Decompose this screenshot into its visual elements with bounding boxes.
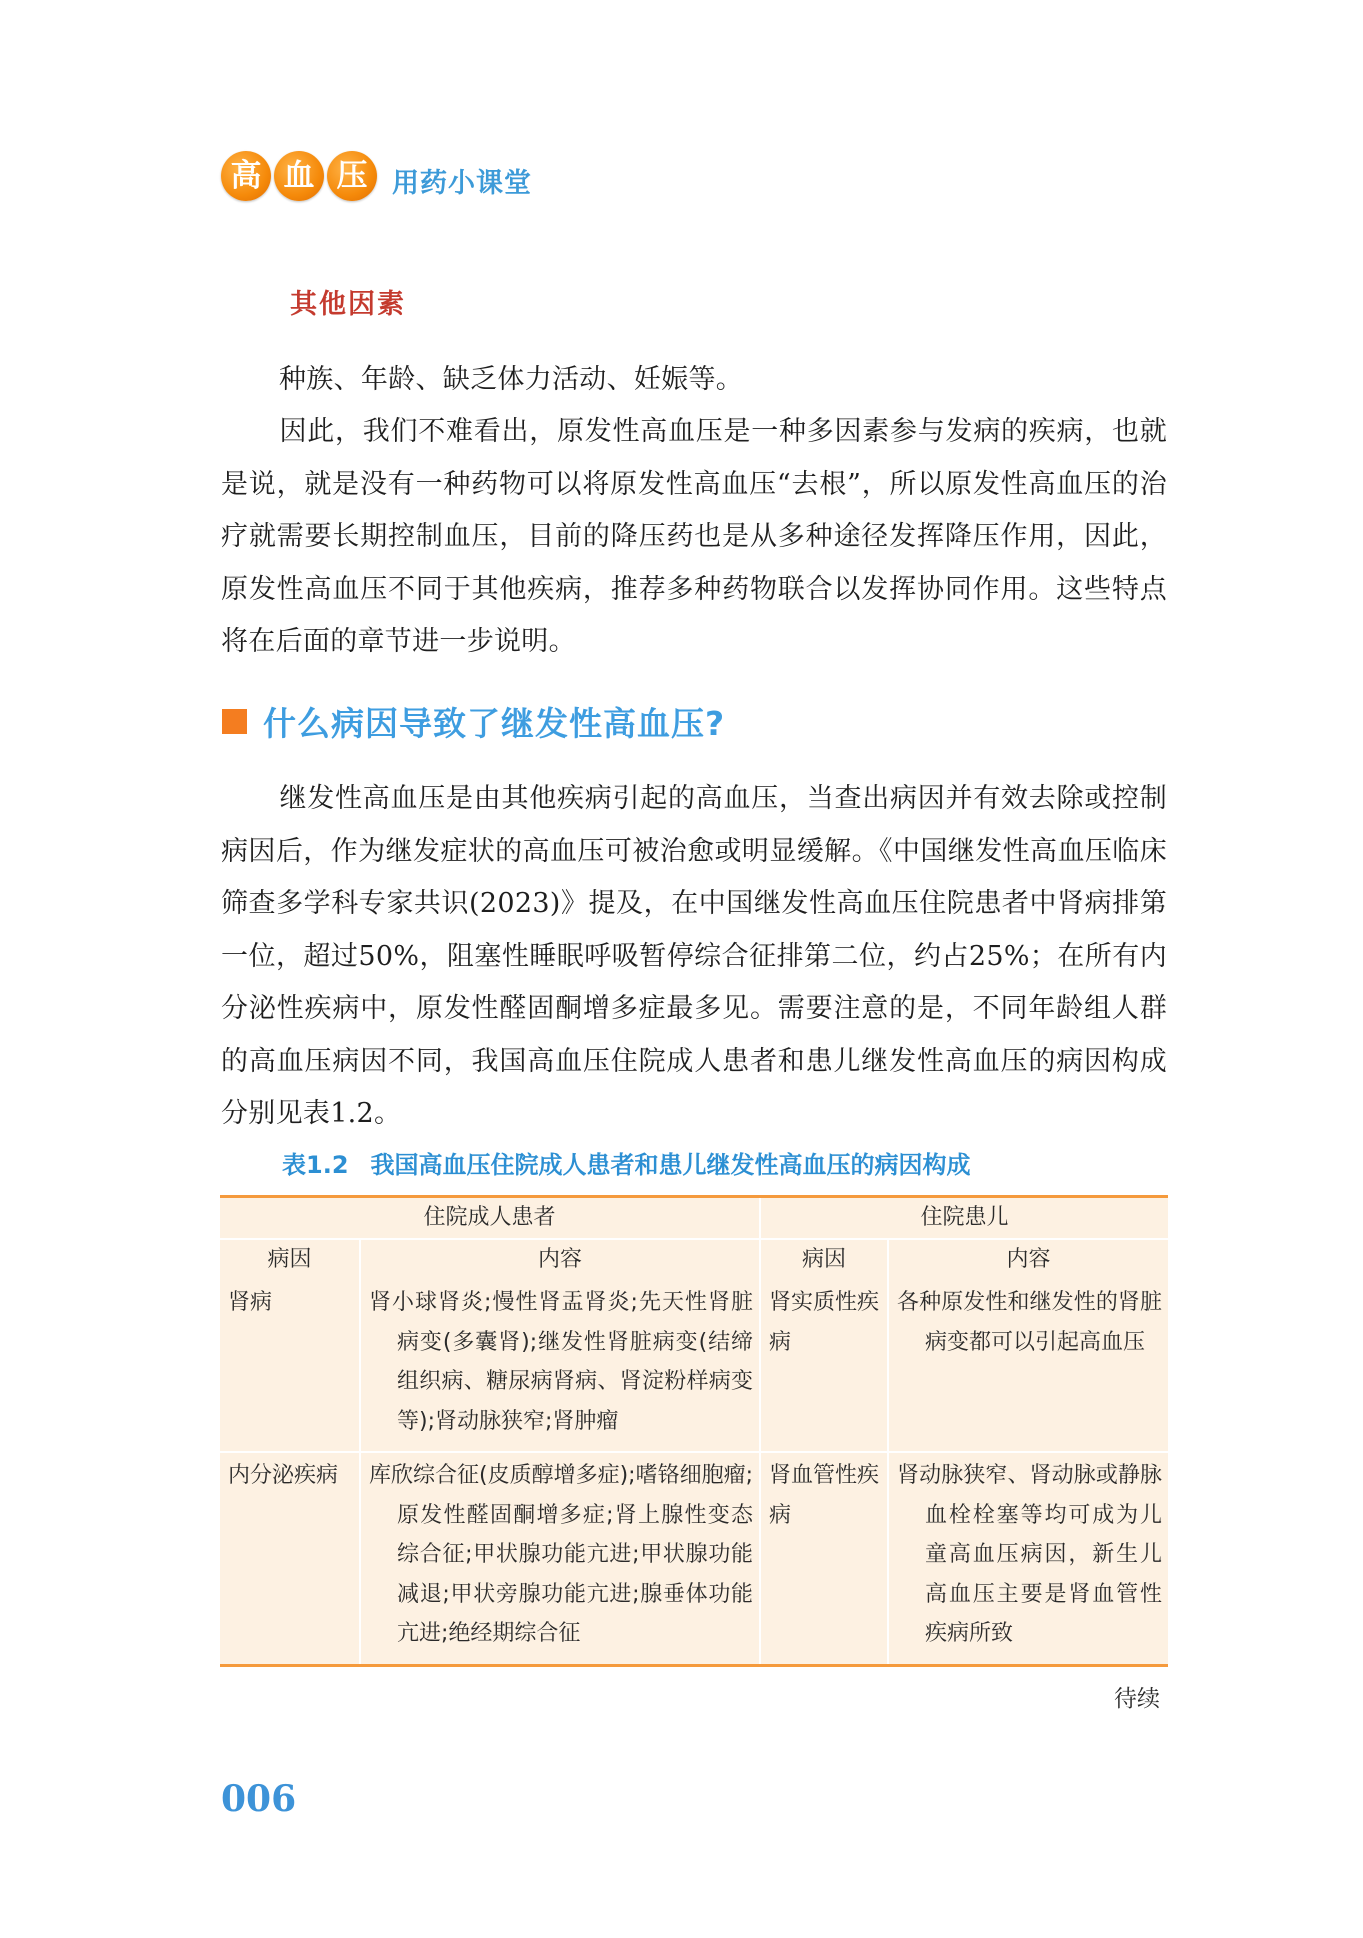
- paragraph-2: [221, 406, 1167, 669]
- subheading: 其他因素: [290, 289, 406, 320]
- table-row: [220, 1280, 1168, 1452]
- book-logo: [221, 150, 532, 202]
- child-content-cell: 肾动脉狭窄、肾动脉或静脉血栓栓塞等均可成为儿童高血压病因，新生儿高血压主要是肾血管性疾病所致: [888, 1452, 1168, 1664]
- table-caption-number: 表1.2: [282, 1151, 349, 1179]
- table-continued-note: 待续: [1114, 1686, 1160, 1712]
- group-header-child: 住院患儿: [760, 1198, 1168, 1239]
- paragraph-2-text: 因此，我们不难看出，原发性高血压是一种多因素参与发病的疾病，也就是说，就是没有一种药物可以将原发性高血压“去根”，所以原发性高血压的治疗就需要长期控制血压，目前的降压药也是从多种途径发挥降压作用，因此，原发性高血压不同于其他疾病，推荐多种药物联合以发挥协同作用。这些特点将在后面的章节进一步说明。: [221, 416, 1167, 657]
- adult-cause-cell: 肾病: [228, 1290, 273, 1315]
- adult-cause-cell: 内分泌疾病: [220, 1452, 360, 1664]
- logo-subtitle: 用药小课堂: [392, 167, 532, 199]
- col-header-child-cause: 病因: [760, 1239, 888, 1280]
- table-caption: [282, 1145, 971, 1180]
- group-header-adult: 住院成人患者: [220, 1198, 760, 1239]
- col-header-adult-content: 内容: [360, 1239, 760, 1280]
- table-row: [220, 1452, 1168, 1664]
- child-cause-cell: 肾血管性疾病: [760, 1452, 888, 1664]
- page-number: 006: [221, 1778, 297, 1820]
- adult-content-cell: 库欣综合征(皮质醇增多症);嗜铬细胞瘤;原发性醛固酮增多症;肾上腺性变态综合征;甲状腺功能亢进;甲状腺功能减退;甲状旁腺功能亢进;腺垂体功能亢进;绝经期综合征: [360, 1452, 760, 1664]
- logo-char-3: 压: [327, 151, 377, 201]
- child-content-cell: 各种原发性和继发性的肾脏病变都可以引起高血压: [888, 1280, 1168, 1452]
- paragraph-1: [221, 354, 1167, 407]
- square-bullet-icon: [222, 709, 247, 734]
- col-header-adult-cause: 病因: [267, 1247, 312, 1272]
- adult-content-cell: 肾小球肾炎;慢性肾盂肾炎;先天性肾脏病变(多囊肾);继发性肾脏病变(结缔组织病、糖尿病肾病、肾淀粉样病变等);肾动脉狭窄;肾肿瘤: [360, 1280, 760, 1452]
- section-heading: [222, 698, 725, 745]
- paragraph-3: [221, 773, 1167, 1141]
- child-cause-cell: 肾实质性疾病: [760, 1280, 888, 1452]
- table-caption-text: 我国高血压住院成人患者和患儿继发性高血压的病因构成: [370, 1151, 971, 1179]
- logo-char-2: 血: [274, 151, 324, 201]
- cause-table: [220, 1195, 1168, 1667]
- section-heading-text: 什么病因导致了继发性高血压?: [263, 704, 726, 743]
- logo-char-1: 高: [221, 151, 271, 201]
- paragraph-3-text: 继发性高血压是由其他疾病引起的高血压，当查出病因并有效去除或控制病因后，作为继发症状的高血压可被治愈或明显缓解。《中国继发性高血压临床筛查多学科专家共识(2023)》提及，在中国继发性高血压住院患者中肾病排第一位，超过50%，阻塞性睡眠呼吸暂停综合征排第二位，约占25%；在所有内分泌性疾病中，原发性醛固酮增多症最多见。需要注意的是，不同年龄组人群的高血压病因不同，我国高血压住院成人患者和患儿继发性高血压的病因构成分别见表1.2。: [221, 783, 1167, 1129]
- col-header-child-content: 内容: [888, 1239, 1168, 1280]
- paragraph-1-text: 种族、年龄、缺乏体力活动、妊娠等。: [279, 364, 744, 395]
